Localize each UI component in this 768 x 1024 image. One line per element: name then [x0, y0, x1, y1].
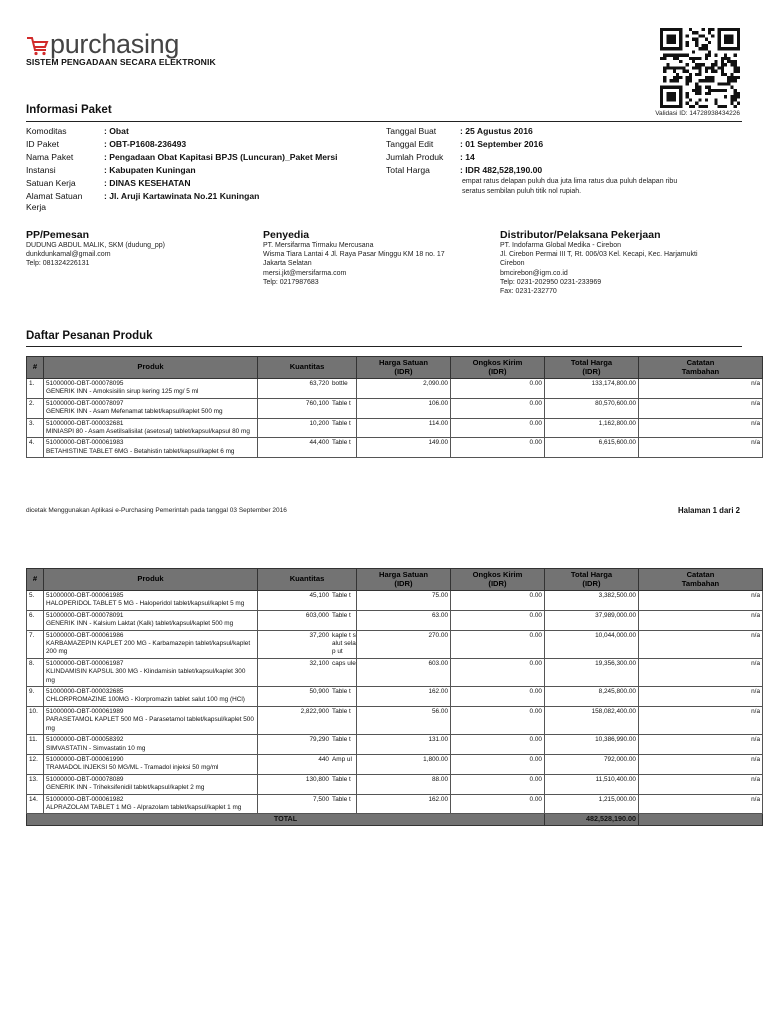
- shipping-cost: 0.00: [451, 735, 545, 755]
- table-row: [27, 418, 763, 438]
- shipping-cost: 0.00: [451, 418, 545, 438]
- quantity-value: 440: [318, 755, 329, 763]
- order-table-body: [27, 379, 763, 458]
- header-kuantitas-text: Kuantitas: [289, 362, 325, 372]
- quantity-cell: [258, 418, 357, 438]
- distributor-line: PT. Indofarma Global Medika - Cirebon: [500, 242, 621, 249]
- additional-note: n/a: [639, 438, 763, 458]
- quantity-value: 7,500: [313, 795, 329, 803]
- quantity-value: 50,900: [309, 688, 329, 696]
- header-ongkos-kirim-text: (IDR): [488, 578, 507, 588]
- header-harga-satuan-text: (IDR): [394, 366, 413, 376]
- total-price: 1,162,800.00: [545, 418, 639, 438]
- total-price: 11,510,400.00: [545, 774, 639, 794]
- total-value: 482,528,190.00: [545, 814, 639, 825]
- product-name: KARBAMAZEPIN KAPLET 200 MG - Karbamazepin tablet/kapsul/kaplet 200 mg: [46, 640, 251, 656]
- unit-price: 603.00: [357, 658, 451, 686]
- shipping-cost: 0.00: [451, 591, 545, 611]
- additional-note: n/a: [639, 610, 763, 630]
- header-row: [27, 357, 763, 379]
- info-row: [26, 139, 186, 150]
- shipping-cost: 0.00: [451, 438, 545, 458]
- additional-note: n/a: [639, 687, 763, 707]
- penyedia-line: PT. Mersifarma Tirmaku Mercusana: [263, 242, 374, 249]
- header-ongkos-kirim-text: (IDR): [488, 366, 507, 376]
- header-catatan: [639, 357, 763, 379]
- order-table-header: [27, 569, 763, 591]
- header-total-harga: [545, 569, 639, 591]
- quantity-wrap: [260, 400, 356, 408]
- header-total-harga-text: (IDR): [582, 366, 601, 376]
- quantity-unit: Table t: [332, 688, 351, 696]
- penyedia-line: Wisma Tiara Lantai 4 Jl. Raya Pasar Minggu KM 18 no. 17: [263, 251, 445, 259]
- header-no: [27, 569, 44, 591]
- qr-code-icon: [660, 28, 740, 108]
- table-row: [27, 735, 763, 755]
- quantity-unit: Table t: [332, 707, 351, 715]
- header-produk: [44, 569, 258, 591]
- info-row: [26, 191, 259, 202]
- product-code: 51000000-OBT-000078089: [46, 775, 124, 783]
- info-label: Komoditas: [26, 126, 67, 136]
- page-indicator: Halaman 1 dari 2: [678, 506, 740, 515]
- info-label: Satuan Kerja: [26, 178, 76, 188]
- total-price: 1,215,000.00: [545, 794, 639, 814]
- header-catatan: [639, 569, 763, 591]
- info-label: Nama Paket: [26, 152, 74, 162]
- quantity-cell: [258, 610, 357, 630]
- row-number: 3.: [27, 418, 44, 438]
- quantity-wrap: [260, 420, 356, 428]
- additional-note: n/a: [639, 630, 763, 658]
- quantity-value: 2,822,900: [300, 707, 329, 715]
- unit-price: 114.00: [357, 418, 451, 438]
- distributor-line: bmcirebon@igm.co.id: [500, 269, 568, 277]
- header-produk-text: Produk: [137, 362, 164, 372]
- table-row: [27, 658, 763, 686]
- quantity-wrap: [260, 708, 356, 716]
- product-name: CHLORPROMAZINE 100MG - Klorpromazin tablet salut 100 mg (HCl): [46, 696, 245, 704]
- unit-price: 88.00: [357, 774, 451, 794]
- quantity-cell: [258, 398, 357, 418]
- total-price: 158,082,400.00: [545, 706, 639, 734]
- info-value: : Pengadaan Obat Kapitasi BPJS (Luncuran)_Paket Mersi: [104, 152, 338, 162]
- product-cell: [44, 794, 258, 814]
- quantity-wrap: [260, 439, 356, 447]
- product-code: 51000000-OBT-000061985: [46, 592, 124, 599]
- row-number: 8.: [27, 658, 44, 686]
- header-produk: [44, 357, 258, 379]
- total-price: 37,989,000.00: [545, 610, 639, 630]
- header-ongkos-kirim-text: Ongkos Kirim: [472, 357, 523, 367]
- info-label-continued: Kerja: [26, 202, 47, 212]
- total-price: 80,570,600.00: [545, 398, 639, 418]
- info-row: [26, 126, 129, 137]
- product-name: ALPRAZOLAM TABLET 1 MG - Alprazolam tablet/kapsul/kaplet 1 mg: [46, 803, 242, 811]
- product-name: KLINDAMISIN KAPSUL 300 MG - Klindamisin tablet/kapsul/kaplet 300 mg: [46, 668, 246, 684]
- product-name: GENERIK INN - Amoksisilin sirup kering 125 mg/ 5 ml: [46, 388, 199, 396]
- row-number: 9.: [27, 687, 44, 707]
- product-name: GENERIK INN - Kalsium Laktat (Kalk) tablet/kapsul/kaplet 500 mg: [46, 620, 234, 628]
- quantity-value: 79,290: [309, 736, 329, 744]
- header-harga-satuan: [357, 357, 451, 379]
- total-price: 19,356,300.00: [545, 658, 639, 686]
- product-cell: [44, 735, 258, 755]
- header-harga-satuan-text: (IDR): [394, 578, 413, 588]
- quantity-unit: Table t: [332, 795, 351, 803]
- quantity-unit: Table t: [332, 775, 351, 783]
- system-tagline: SISTEM PENGADAAN SECARA ELEKTRONIK: [26, 57, 216, 67]
- additional-note: n/a: [639, 658, 763, 686]
- order-table-page-1: [26, 356, 763, 458]
- quantity-unit: caps ule: [332, 659, 356, 667]
- quantity-wrap: [260, 796, 356, 804]
- quantity-cell: [258, 774, 357, 794]
- penyedia-line: mersi.jkt@mersifarma.com: [263, 269, 347, 277]
- header-kuantitas: [258, 569, 357, 591]
- quantity-value: 45,100: [309, 592, 329, 599]
- quantity-unit: Table t: [332, 439, 351, 447]
- unit-price: 106.00: [357, 398, 451, 418]
- product-code: 51000000-OBT-000058392: [46, 736, 124, 744]
- unit-price: 75.00: [357, 591, 451, 611]
- row-number: 6.: [27, 610, 44, 630]
- info-label: Total Harga: [386, 165, 430, 175]
- shipping-cost: 0.00: [451, 398, 545, 418]
- info-value: : 25 Agustus 2016: [460, 126, 533, 136]
- header-ongkos-kirim: [451, 357, 545, 379]
- info-row: [386, 152, 475, 163]
- total-price: 792,000.00: [545, 754, 639, 774]
- header-catatan-text: Tambahan: [681, 366, 720, 376]
- penyedia-line: Telp: 0217987683: [263, 278, 319, 286]
- quantity-wrap: [260, 756, 356, 764]
- total-label: TOTAL: [27, 814, 545, 825]
- product-cell: [44, 687, 258, 707]
- row-number: 4.: [27, 438, 44, 458]
- product-name: TRAMADOL INJEKSI 50 MG/ML - Tramadol injeksi 50 mg/ml: [46, 764, 219, 772]
- table-row: [27, 438, 763, 458]
- distributor-line: Fax: 0231-232770: [500, 288, 557, 295]
- shipping-cost: 0.00: [451, 706, 545, 734]
- additional-note: n/a: [639, 398, 763, 418]
- product-code: 51000000-OBT-000061986: [46, 631, 124, 639]
- validasi-id: Validasi ID: 14728938434226: [655, 110, 740, 117]
- header-catatan-text: Tambahan: [681, 578, 720, 588]
- header-kuantitas: [258, 357, 357, 379]
- product-name: HALOPERIDOL TABLET 5 MG - Haloperidol tablet/kapsul/kaplet 5 mg: [46, 600, 245, 608]
- info-value: : Kabupaten Kuningan: [104, 165, 196, 175]
- header-harga-satuan-text: Harga Satuan: [379, 569, 428, 579]
- total-price: 8,245,800.00: [545, 687, 639, 707]
- quantity-cell: [258, 754, 357, 774]
- product-cell: [44, 774, 258, 794]
- info-value: : Obat: [104, 126, 129, 136]
- quantity-value: 603,000: [305, 611, 329, 619]
- info-row: [386, 126, 533, 137]
- total-price: 10,044,000.00: [545, 630, 639, 658]
- additional-note: n/a: [639, 774, 763, 794]
- info-row: [386, 139, 543, 150]
- row-number: 13.: [27, 774, 44, 794]
- print-note: dicetak Menggunakan Aplikasi e-Purchasing Pemerintah pada tanggal 03 September 2016: [26, 507, 287, 514]
- product-code: 51000000-OBT-000061983: [46, 439, 124, 447]
- info-row: [26, 152, 338, 163]
- additional-note: n/a: [639, 591, 763, 611]
- header-catatan-text: Catatan: [686, 569, 715, 579]
- penyedia-title: Penyedia: [263, 229, 310, 241]
- quantity-value: 130,800: [305, 775, 329, 783]
- quantity-wrap: [260, 688, 356, 696]
- row-number: 12.: [27, 754, 44, 774]
- table-row: [27, 591, 763, 611]
- table-row: [27, 774, 763, 794]
- info-label: Tanggal Buat: [386, 126, 437, 136]
- header-no-text: #: [32, 574, 38, 584]
- section-divider: [26, 121, 742, 122]
- quantity-value: 32,100: [309, 659, 329, 667]
- header-total-harga-text: Total Harga: [570, 357, 613, 367]
- info-label: Alamat Satuan: [26, 191, 83, 201]
- penyedia-line: Jakarta Selatan: [263, 260, 312, 268]
- table-row: [27, 706, 763, 734]
- additional-note: n/a: [639, 418, 763, 438]
- info-label: Instansi: [26, 165, 56, 175]
- row-number: 11.: [27, 735, 44, 755]
- header-produk-text: Produk: [137, 574, 164, 584]
- header-total-harga-text: Total Harga: [570, 569, 613, 579]
- product-cell: [44, 591, 258, 611]
- quantity-unit: Table t: [332, 419, 351, 427]
- row-number: 10.: [27, 706, 44, 734]
- quantity-unit: Table t: [332, 592, 351, 599]
- info-label: Jumlah Produk: [386, 152, 444, 162]
- section-title-informasi-paket: Informasi Paket: [26, 104, 112, 116]
- header-total-harga: [545, 357, 639, 379]
- unit-price: 131.00: [357, 735, 451, 755]
- product-cell: [44, 610, 258, 630]
- cart-logo-icon: [26, 34, 50, 56]
- quantity-cell: [258, 658, 357, 686]
- unit-price: 162.00: [357, 687, 451, 707]
- product-cell: [44, 706, 258, 734]
- quantity-unit: Amp ul: [332, 755, 352, 763]
- quantity-value: 760,100: [305, 399, 329, 407]
- quantity-unit: bottle: [332, 380, 348, 387]
- row-number: 2.: [27, 398, 44, 418]
- info-value: : OBT-P1608-236493: [104, 139, 187, 149]
- distributor-line: Telp: 0231-202950 0231-233969: [500, 278, 602, 286]
- product-code: 51000000-OBT-000078097: [46, 399, 124, 407]
- pemesan-line: dunkdunkamal@gmail.com: [26, 251, 111, 259]
- header-no-text: #: [32, 362, 38, 372]
- section-title-daftar-pesanan: Daftar Pesanan Produk: [26, 330, 153, 342]
- product-cell: [44, 398, 258, 418]
- additional-note: n/a: [639, 706, 763, 734]
- quantity-wrap: [260, 612, 356, 620]
- terbilang-line-2: seratus sembilan puluh titik nol rupiah.: [462, 188, 582, 195]
- quantity-wrap: [260, 632, 356, 657]
- row-number: 7.: [27, 630, 44, 658]
- quantity-cell: [258, 630, 357, 658]
- header-row: [27, 569, 763, 591]
- unit-price: 2,090.00: [357, 379, 451, 399]
- product-name: PARASETAMOL KAPLET 500 MG - Parasetamol tablet/kapsul/kaplet 500 mg: [46, 716, 254, 732]
- quantity-wrap: [260, 660, 356, 668]
- shipping-cost: 0.00: [451, 658, 545, 686]
- epurchasing-logo: [26, 28, 180, 59]
- unit-price: 56.00: [357, 706, 451, 734]
- quantity-value: 10,200: [309, 419, 329, 427]
- info-row: [386, 165, 542, 176]
- product-name: GENERIK INN - Triheksifenidil tablet/kapsul/kaplet 2 mg: [46, 784, 205, 792]
- quantity-wrap: [260, 592, 356, 600]
- table-row: [27, 687, 763, 707]
- info-value: : 01 September 2016: [460, 139, 544, 149]
- header-harga-satuan-text: Harga Satuan: [379, 357, 428, 367]
- distributor-title: Distributor/Pelaksana Pekerjaan: [500, 229, 661, 241]
- table-row: [27, 398, 763, 418]
- logo-text: purchasing: [50, 29, 180, 59]
- table-row: [27, 754, 763, 774]
- product-cell: [44, 438, 258, 458]
- header-kuantitas-text: Kuantitas: [289, 574, 325, 584]
- product-code: 51000000-OBT-000061987: [46, 659, 124, 667]
- product-cell: [44, 658, 258, 686]
- quantity-wrap: [260, 776, 356, 784]
- info-value: : DINAS KESEHATAN: [104, 178, 191, 188]
- quantity-cell: [258, 687, 357, 707]
- shipping-cost: 0.00: [451, 379, 545, 399]
- unit-price: 1,800.00: [357, 754, 451, 774]
- terbilang-line-1: empat ratus delapan puluh dua juta lima ratus dua puluh delapan ribu: [462, 178, 678, 185]
- product-code: 51000000-OBT-000061990: [46, 755, 124, 763]
- unit-price: 270.00: [357, 630, 451, 658]
- shipping-cost: 0.00: [451, 774, 545, 794]
- info-row: [26, 165, 196, 176]
- product-code: 51000000-OBT-000061989: [46, 707, 124, 715]
- product-code: 51000000-OBT-000078095: [46, 380, 124, 387]
- additional-note: n/a: [639, 379, 763, 399]
- row-number: 1.: [27, 379, 44, 399]
- product-name: SIMVASTATIN - Simvastatin 10 mg: [46, 744, 146, 752]
- shipping-cost: 0.00: [451, 754, 545, 774]
- quantity-cell: [258, 591, 357, 611]
- product-code: 51000000-OBT-000032681: [46, 419, 124, 427]
- total-price: 6,615,600.00: [545, 438, 639, 458]
- shipping-cost: 0.00: [451, 794, 545, 814]
- quantity-cell: [258, 438, 357, 458]
- table-row: [27, 379, 763, 399]
- quantity-value: 37,200: [309, 631, 329, 639]
- total-empty-cell: [639, 814, 763, 825]
- product-code: 51000000-OBT-000078091: [46, 611, 124, 619]
- pemesan-title: PP/Pemesan: [26, 229, 90, 241]
- table-row: [27, 630, 763, 658]
- header-harga-satuan: [357, 569, 451, 591]
- product-code: 51000000-OBT-000061982: [46, 795, 124, 803]
- header-total-harga-text: (IDR): [582, 578, 601, 588]
- quantity-unit: Table t: [332, 611, 351, 619]
- total-price: 3,382,500.00: [545, 591, 639, 611]
- quantity-value: 44,400: [309, 439, 329, 447]
- info-row: [26, 178, 191, 189]
- shipping-cost: 0.00: [451, 687, 545, 707]
- additional-note: n/a: [639, 735, 763, 755]
- quantity-value: 63,720: [309, 380, 329, 387]
- section-divider: [26, 346, 742, 347]
- product-name: GENERIK INN - Asam Mefenamat tablet/kapsul/kaplet 500 mg: [46, 408, 223, 416]
- unit-price: 149.00: [357, 438, 451, 458]
- info-value: : 14: [460, 152, 475, 162]
- unit-price: 162.00: [357, 794, 451, 814]
- row-number: 5.: [27, 591, 44, 611]
- header-ongkos-kirim-text: Ongkos Kirim: [472, 569, 523, 579]
- additional-note: n/a: [639, 754, 763, 774]
- info-label: ID Paket: [26, 139, 59, 149]
- pemesan-line: Telp: 081324226131: [26, 260, 90, 268]
- total-row: [27, 814, 763, 825]
- product-cell: [44, 418, 258, 438]
- order-table-page-2: [26, 568, 763, 826]
- shipping-cost: 0.00: [451, 630, 545, 658]
- order-table-header: [27, 357, 763, 379]
- quantity-cell: [258, 735, 357, 755]
- header-no: [27, 357, 44, 379]
- additional-note: n/a: [639, 794, 763, 814]
- distributor-line: Jl. Cirebon Permai III T, Rt. 006/03 Kel. Kecapi, Kec. Harjamukti: [500, 251, 698, 259]
- quantity-unit: kaple t salut selap ut: [332, 631, 356, 656]
- product-cell: [44, 754, 258, 774]
- quantity-wrap: [260, 736, 356, 744]
- row-number: 14.: [27, 794, 44, 814]
- info-value: : IDR 482,528,190.00: [460, 165, 543, 175]
- header-catatan-text: Catatan: [686, 357, 715, 367]
- info-value: : Jl. Aruji Kartawinata No.21 Kuningan: [104, 191, 260, 201]
- quantity-cell: [258, 379, 357, 399]
- table-row: [27, 794, 763, 814]
- shipping-cost: 0.00: [451, 610, 545, 630]
- product-name: MINIASPI 80 - Asam Asetilsalisilat (asetosal) tablet/kapsul/kapsul 80 mg: [46, 428, 250, 436]
- product-cell: [44, 630, 258, 658]
- header-ongkos-kirim: [451, 569, 545, 591]
- total-price: 133,174,800.00: [545, 379, 639, 399]
- product-code: 51000000-OBT-000032685: [46, 688, 124, 696]
- order-table-body: [27, 591, 763, 826]
- quantity-wrap: [260, 380, 356, 388]
- distributor-line: Cirebon: [500, 260, 525, 268]
- product-name: BETAHISTINE TABLET 6MG - Betahistin tablet/kapsul/kaplet 6 mg: [46, 447, 235, 455]
- total-price: 10,386,990.00: [545, 735, 639, 755]
- quantity-unit: Table t: [332, 399, 351, 407]
- unit-price: 63.00: [357, 610, 451, 630]
- pemesan-line: DUDUNG ABDUL MALIK, SKM (dudung_pp): [26, 242, 166, 249]
- table-row: [27, 610, 763, 630]
- product-cell: [44, 379, 258, 399]
- quantity-cell: [258, 794, 357, 814]
- quantity-cell: [258, 706, 357, 734]
- info-label: Tanggal Edit: [386, 139, 434, 149]
- quantity-unit: Table t: [332, 736, 351, 744]
